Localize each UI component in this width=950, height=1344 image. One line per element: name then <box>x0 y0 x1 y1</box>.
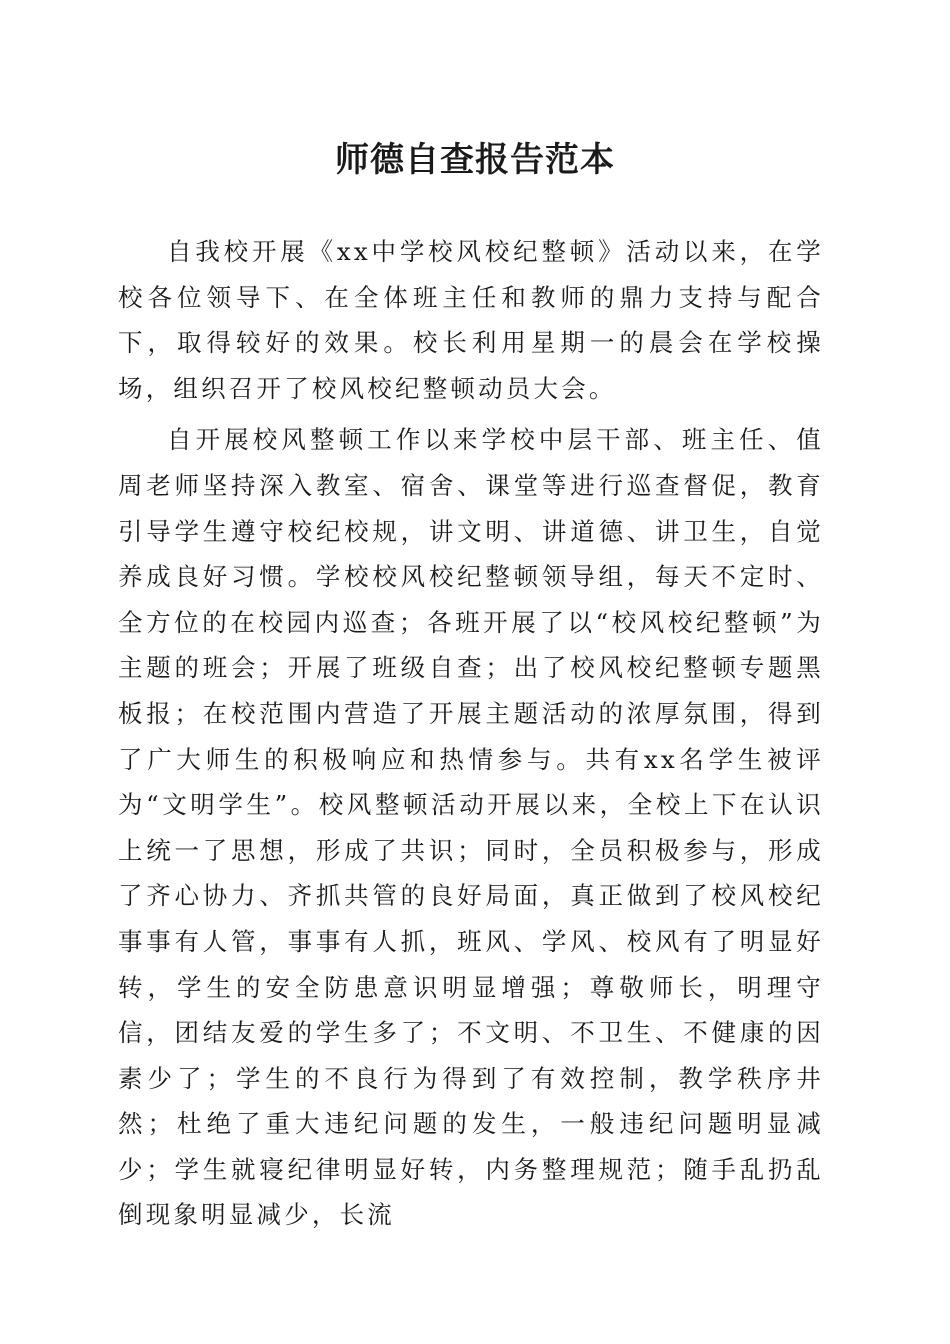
document-body <box>118 229 824 1244</box>
paragraph-progress: 自开展校风整顿工作以来学校中层干部、班主任、值周老师坚持深入教室、宿舍、课堂等进行巡查督促，教育引导学生遵守校纪校规，讲文明、讲道德、讲卫生，自觉养成良好习惯。学校校风校纪整顿领导组，每天不定时、全方位的在校园内巡查；各班开展了以“校风校纪整顿”为主题的班会；开展了班级自查；出了校风校纪整顿专题黑板报；在校范围内营造了开展主题活动的浓厚氛围，得到了广大师生的积极响应和热情参与。共有xx名学生被评为“文明学生”。校风整顿活动开展以来，全校上下在认识上统一了思想，形成了共识；同时，全员积极参与，形成了齐心协力、齐抓共管的良好局面，真正做到了校风校纪事事有人管，事事有人抓，班风、学风、校风有了明显好转，学生的安全防患意识明显增强；尊敬师长，明理守信，团结友爱的学生多了；不文明、不卫生、不健康的因素少了；学生的不良行为得到了有效控制，教学秩序井然；杜绝了重大违纪问题的发生，一般违纪问题明显减少；学生就寝纪律明显好转，内务整理规范；随手乱扔乱倒现象明显减少，长流 <box>118 425 824 1230</box>
document-title: 师德自查报告范本 <box>335 140 615 180</box>
paragraph-intro: 自我校开展《xx中学校风校纪整顿》活动以来，在学校各位领导下、在全体班主任和教师的鼎力支持与配合下，取得较好的效果。校长利用星期一的晨会在学校操场，组织召开了校风校纪整顿动员大会。 <box>118 237 824 403</box>
